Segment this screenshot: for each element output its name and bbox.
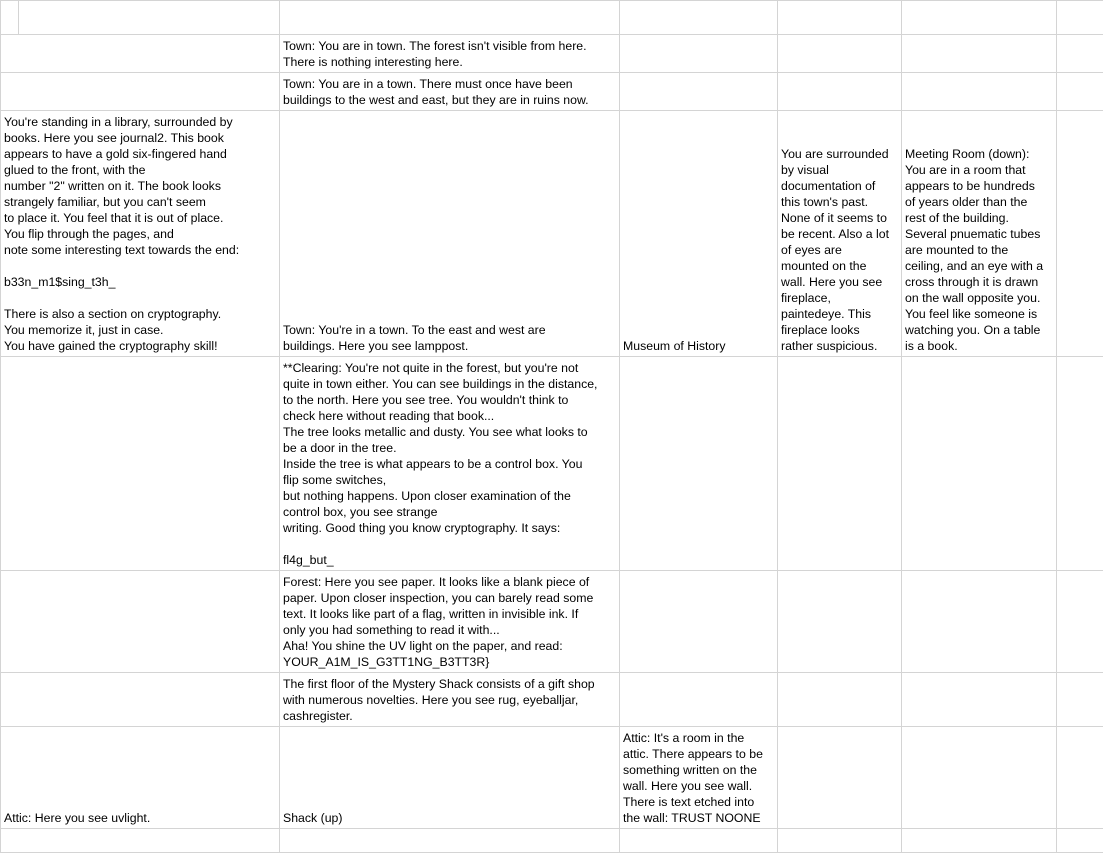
sheet-cell[interactable] xyxy=(280,1,620,35)
sheet-cell[interactable] xyxy=(902,1,1057,35)
sheet-row xyxy=(1,829,1103,853)
sheet-cell-museum-desc[interactable]: You are surrounded by visual documentation of this town's past. None of it seems to be recent. Also a lot of eyes are mounted on the wall. Here you see fireplace, paintedeye. This fireplace looks rather suspicious. xyxy=(778,111,902,357)
sheet-cell[interactable] xyxy=(778,357,902,571)
sheet-cell[interactable] xyxy=(902,727,1057,829)
sheet-row xyxy=(1,673,1103,727)
sheet-cell[interactable] xyxy=(1057,357,1103,571)
sheet-cell[interactable] xyxy=(1057,35,1103,73)
sheet-row xyxy=(1,727,1103,829)
sheet-cell-mystery-shack[interactable]: The first floor of the Mystery Shack consists of a gift shop with numerous novelties. Here you see rug, eyeballjar, cashregister. xyxy=(280,673,620,727)
sheet-row xyxy=(1,571,1103,673)
sheet-row xyxy=(1,35,1103,73)
sheet-cell-attic-uvlight[interactable]: Attic: Here you see uvlight. xyxy=(1,727,280,829)
sheet-cell[interactable] xyxy=(620,571,778,673)
sheet-cell[interactable] xyxy=(620,829,778,853)
sheet-cell[interactable] xyxy=(1,829,280,853)
sheet-cell[interactable] xyxy=(902,35,1057,73)
sheet-cell[interactable] xyxy=(778,829,902,853)
sheet-cell[interactable] xyxy=(620,673,778,727)
sheet-cell[interactable] xyxy=(1057,111,1103,357)
sheet-row xyxy=(1,357,1103,571)
sheet-cell-library[interactable]: You're standing in a library, surrounded by books. Here you see journal2. This book appears to have a gold six-fingered hand glued to the front, with the number "2" written on it. The book looks strangely familiar, but you can't seem to place it. You feel that it is out of place. You flip through the pages, and note some interesting text towards the end: b33n_m1$sing_t3h_ There is also a section on cryptography. You memorize it, just in case. You have gained the cryptography skill! xyxy=(1,111,280,357)
sheet-cell-clearing[interactable]: **Clearing: You're not quite in the forest, but you're not quite in town either. You can see buildings in the distance, to the north. Here you see tree. You wouldn't think to check here without reading that book... The tree looks metallic and dusty. You see what looks to be a door in the tree. Inside the tree is what appears to be a control box. You flip some switches, but nothing happens. Upon closer examination of the control box, you see strange writing. Good thing you know cryptography. It says: fl4g_but_ xyxy=(280,357,620,571)
sheet-cell[interactable] xyxy=(902,357,1057,571)
sheet-cell[interactable] xyxy=(778,35,902,73)
sheet-cell[interactable] xyxy=(778,673,902,727)
sheet-cell[interactable] xyxy=(1,673,280,727)
sheet-cell[interactable] xyxy=(1,73,280,111)
sheet-row xyxy=(1,73,1103,111)
sheet-cell[interactable] xyxy=(1057,727,1103,829)
sheet-cell-museum[interactable]: Museum of History xyxy=(620,111,778,357)
sheet-cell[interactable] xyxy=(1057,73,1103,111)
sheet-cell[interactable] xyxy=(1,1,19,35)
sheet-cell[interactable] xyxy=(620,73,778,111)
sheet-row xyxy=(1,1,1103,35)
sheet-cell[interactable] xyxy=(778,571,902,673)
sheet-cell[interactable] xyxy=(620,35,778,73)
sheet-cell-forest[interactable]: Forest: Here you see paper. It looks like a blank piece of paper. Upon closer inspection, you can barely read some text. It looks like part of a flag, written in invisible ink. If only you had something to read it with... Aha! You shine the UV light on the paper, and read: YOUR_A1M_IS_G3TT1NG_B3TT3R} xyxy=(280,571,620,673)
sheet-cell[interactable] xyxy=(778,727,902,829)
sheet-cell[interactable] xyxy=(1,35,280,73)
sheet-cell[interactable] xyxy=(620,1,778,35)
sheet-cell[interactable] xyxy=(1,571,280,673)
sheet-cell[interactable] xyxy=(902,673,1057,727)
sheet-cell-town-2[interactable]: Town: You are in a town. There must once have been buildings to the west and east, but they are in ruins now. xyxy=(280,73,620,111)
sheet-cell[interactable] xyxy=(778,73,902,111)
sheet-cell-town-1[interactable]: Town: You are in town. The forest isn't visible from here. There is nothing interesting here. xyxy=(280,35,620,73)
sheet-cell[interactable] xyxy=(620,357,778,571)
sheet-cell-attic-wall[interactable]: Attic: It's a room in the attic. There appears to be something written on the wall. Here you see wall. There is text etched into the wall: TRUST NOONE xyxy=(620,727,778,829)
sheet-cell[interactable] xyxy=(902,73,1057,111)
sheet-cell[interactable] xyxy=(902,571,1057,673)
sheet-cell[interactable] xyxy=(1057,1,1103,35)
sheet-cell[interactable] xyxy=(1057,829,1103,853)
sheet-cell-meeting-room[interactable]: Meeting Room (down): You are in a room that appears to be hundreds of years older than the rest of the building. Several pnuematic tubes are mounted to the ceiling, and an eye with a cross through it is drawn on the wall opposite you. You feel like someone is watching you. On a table is a book. xyxy=(902,111,1057,357)
sheet-cell[interactable] xyxy=(1057,571,1103,673)
sheet-cell[interactable] xyxy=(1057,673,1103,727)
sheet-cell-shack-up[interactable]: Shack (up) xyxy=(280,727,620,829)
sheet-cell[interactable] xyxy=(778,1,902,35)
sheet-cell[interactable] xyxy=(1,357,280,571)
sheet-cell[interactable] xyxy=(902,829,1057,853)
sheet-row xyxy=(1,111,1103,357)
sheet-cell-town-3[interactable]: Town: You're in a town. To the east and west are buildings. Here you see lamppost. xyxy=(280,111,620,357)
sheet-cell[interactable] xyxy=(19,1,280,35)
sheet-cell[interactable] xyxy=(280,829,620,853)
